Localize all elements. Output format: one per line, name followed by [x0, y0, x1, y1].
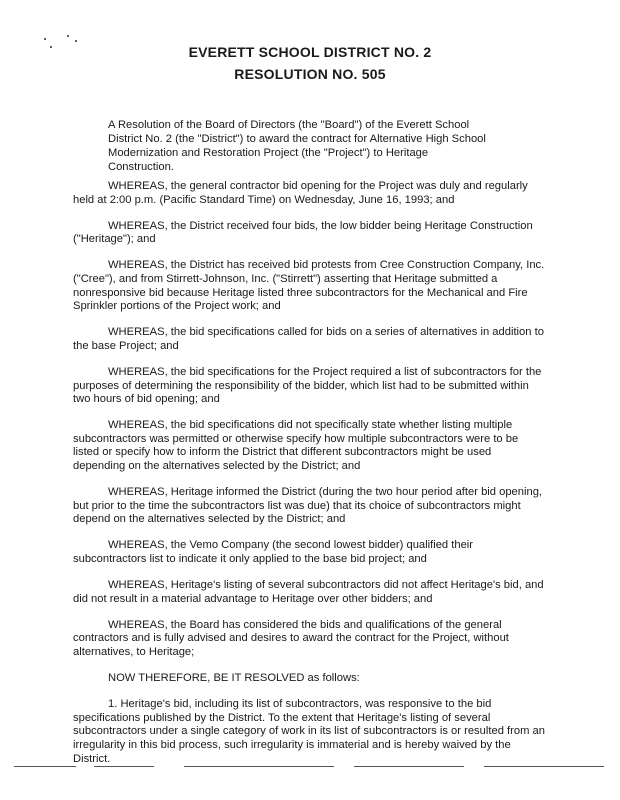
intro-paragraph: A Resolution of the Board of Directors (the "Board") of the Everett School District No. 2 (the "District") to award the contract for Alternative High School Modernization and Restoration Project (the "Project") to Heritage Construction.	[108, 119, 486, 173]
resolution-number: RESOLUTION NO. 505	[234, 66, 386, 82]
whereas-paragraph-8: WHEREAS, the Vemo Company (the second lowest bidder) qualified their subcontractors list to indicate it only applied to the base bid project; and	[73, 539, 474, 565]
whereas-paragraph-1: WHEREAS, the general contractor bid opening for the Project was duly and regularly held at 2:00 p.m. (Pacific Standard Time) on Wednesday, June 16, 1993; and	[73, 180, 528, 206]
whereas-paragraph-4: WHEREAS, the bid specifications called for bids on a series of alternatives in addition to the base Project; and	[73, 326, 544, 352]
resolved-item-1: 1. Heritage's bid, including its list of subcontractors, was responsive to the bid specifications published by the District. To the extent that Heritage's listing of several subcontractors under a single category of work in its list of subcontractors is or resulted from an irregularity in this bid process, such irregularity is immaterial and is hereby waived by the District.	[73, 698, 545, 765]
whereas-paragraph-9: WHEREAS, Heritage's listing of several subcontractors did not affect Heritage's bid, and did not result in a material advantage to Heritage over other bidders; and	[73, 579, 544, 605]
whereas-paragraph-3: WHEREAS, the District has received bid protests from Cree Construction Company, Inc. ("Cree"), and from Stirrett-Johnson, Inc. ("Stirrett") asserting that Heritage submitted a nonresponsive bid because Heritage listed three subcontractors for the Mechanical and Fire Sprinkler portions of the Project work; and	[73, 259, 545, 313]
whereas-paragraph-6: WHEREAS, the bid specifications did not specifically state whether listing multiple subcontractors was permitted or otherwise specify how multiple subcontractors were to be listed or specify how to inform the District that different subcontractors might be used depending on the alternatives selected by the District; and	[73, 419, 519, 472]
now-therefore-clause: NOW THEREFORE, BE IT RESOLVED as follows:	[108, 672, 360, 685]
whereas-paragraph-5: WHEREAS, the bid specifications for the Project required a list of subcontractors for the purposes of determining the responsibility of the bidder, which list had to be submitted within two hours of bid opening; and	[73, 365, 542, 406]
whereas-paragraph-2: WHEREAS, the District received four bids, the low bidder being Heritage Construction ("Heritage"); and	[73, 219, 533, 246]
scan-bottom-rule	[14, 766, 604, 768]
district-heading: EVERETT SCHOOL DISTRICT NO. 2	[188, 44, 432, 60]
whereas-paragraph-10: WHEREAS, the Board has considered the bids and qualifications of the general contractors and is fully advised and desires to award the contract for the Project, without alternatives, to Heritage;	[73, 618, 509, 658]
resolution-body	[73, 180, 545, 779]
whereas-paragraph-7: WHEREAS, Heritage informed the District (during the two hour period after bid opening, but prior to the time the subcontractors list was due) that its choice of subcontractors might depend on the alternatives selected by the District; and	[73, 486, 543, 526]
